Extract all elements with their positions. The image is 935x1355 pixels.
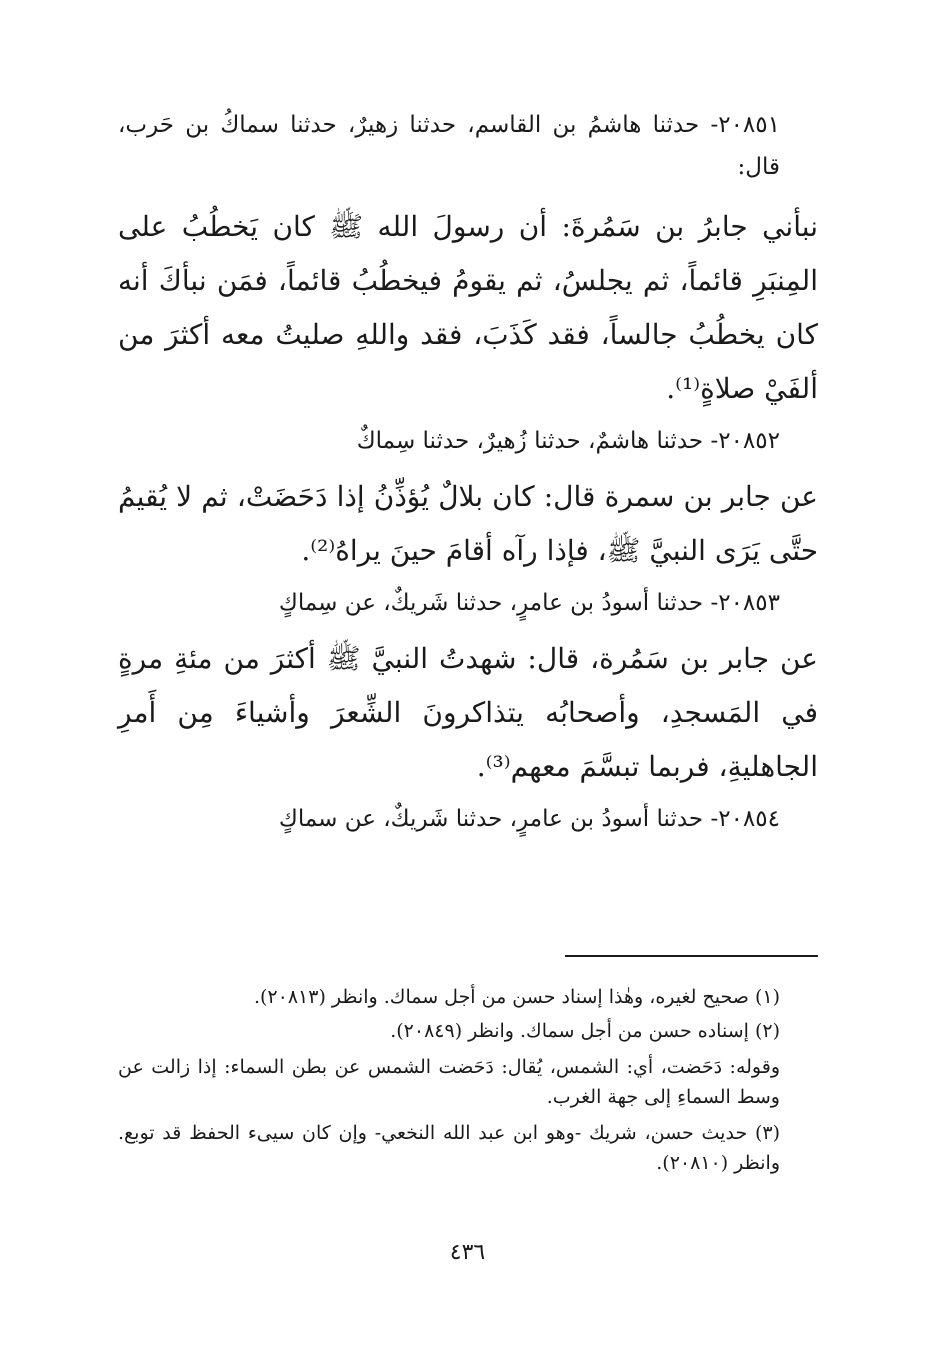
main-text	[118, 104, 818, 840]
hadith-20853-isnad	[118, 582, 818, 624]
isnad-text: حدثنا أسودُ بن عامرٍ، حدثنا شَريكٌ، عن سِماكٍ	[278, 590, 704, 616]
isnad-text: حدثنا هاشمٌ، حدثنا زُهيرٌ، حدثنا سِماكٌ	[356, 428, 704, 454]
footnotes	[118, 982, 818, 1184]
hadith-number: ٢٠٨٥٣ -	[710, 590, 780, 616]
hadith-20852-isnad	[118, 420, 818, 462]
footnote-1: (١) صحيح لغيره، وهٰذا إسناد حسن من أجل سماك. وانظر (٢٠٨١٣).	[253, 986, 780, 1008]
footnote-divider	[565, 955, 818, 957]
footnote-3: (٣) حديث حسن، شريك -وهو ابن عبد الله النخعي- وإن كان سيىء الحفظ قد توبع. وانظر (٢٠٨١٠).	[118, 1122, 780, 1174]
page-number: ٤٣٦	[449, 1240, 486, 1265]
hadith-20853-matn: عن جابر بن سَمُرة، قال: شهدتُ النبيَّ ﷺ أكثرَ من مئةِ مرةٍ في المَسجدِ، وأصحابُه يتذاكرونَ الشِّعرَ وأشياءَ مِن أَمرِ الجاهليةِ، فربما تبسَّمَ معهم⁽³⁾.	[118, 642, 818, 783]
hadith-20852-matn: عن جابر بن سمرة قال: كان بلالٌ يُؤذِّنُ إذا دَحَضَتْ، ثم لا يُقيمُ حتَّى يَرَى النبيَّ ﷺ، فإذا رآه أقامَ حينَ يراهُ⁽²⁾.	[118, 480, 818, 567]
hadith-number: ٢٠٨٥٤ -	[710, 806, 780, 832]
hadith-number: ٢٠٨٥١ -	[710, 112, 780, 138]
isnad-text: حدثنا أسودُ بن عامرٍ، حدثنا شَريكٌ، عن سماكٍ	[278, 806, 704, 832]
hadith-20851-matn: نبأني جابرُ بن سَمُرةَ: أن رسولَ الله ﷺ كان يَخطُبُ على المِنبَرِ قائماً، ثم يجلسُ، ثم يقومُ فيخطُبُ قائماً، فمَن نبأكَ أنه كان يخطُبُ جالساً، فقد كَذَبَ، فقد واللهِ صليتُ معه أكثرَ من ألفَيْ صلاةٍ⁽¹⁾.	[118, 210, 818, 405]
hadith-number: ٢٠٨٥٢ -	[710, 428, 780, 454]
hadith-20851-isnad	[118, 104, 818, 188]
footnote-2: (٢) إسناده حسن من أجل سماك. وانظر (٢٠٨٤٩).	[390, 1020, 780, 1042]
footnote-2-explanation: وقوله: دَحَضت، أي: الشمس، يُقال: دَحَضت الشمس عن بطن السماء: إذا زالت عن وسط السماءِ إلى جهة الغرب.	[118, 1056, 780, 1108]
hadith-20854-isnad	[118, 798, 818, 840]
isnad-text: حدثنا هاشمُ بن القاسم، حدثنا زهيرٌ، حدثنا سماكُ بن حَرب، قال:	[118, 112, 780, 180]
